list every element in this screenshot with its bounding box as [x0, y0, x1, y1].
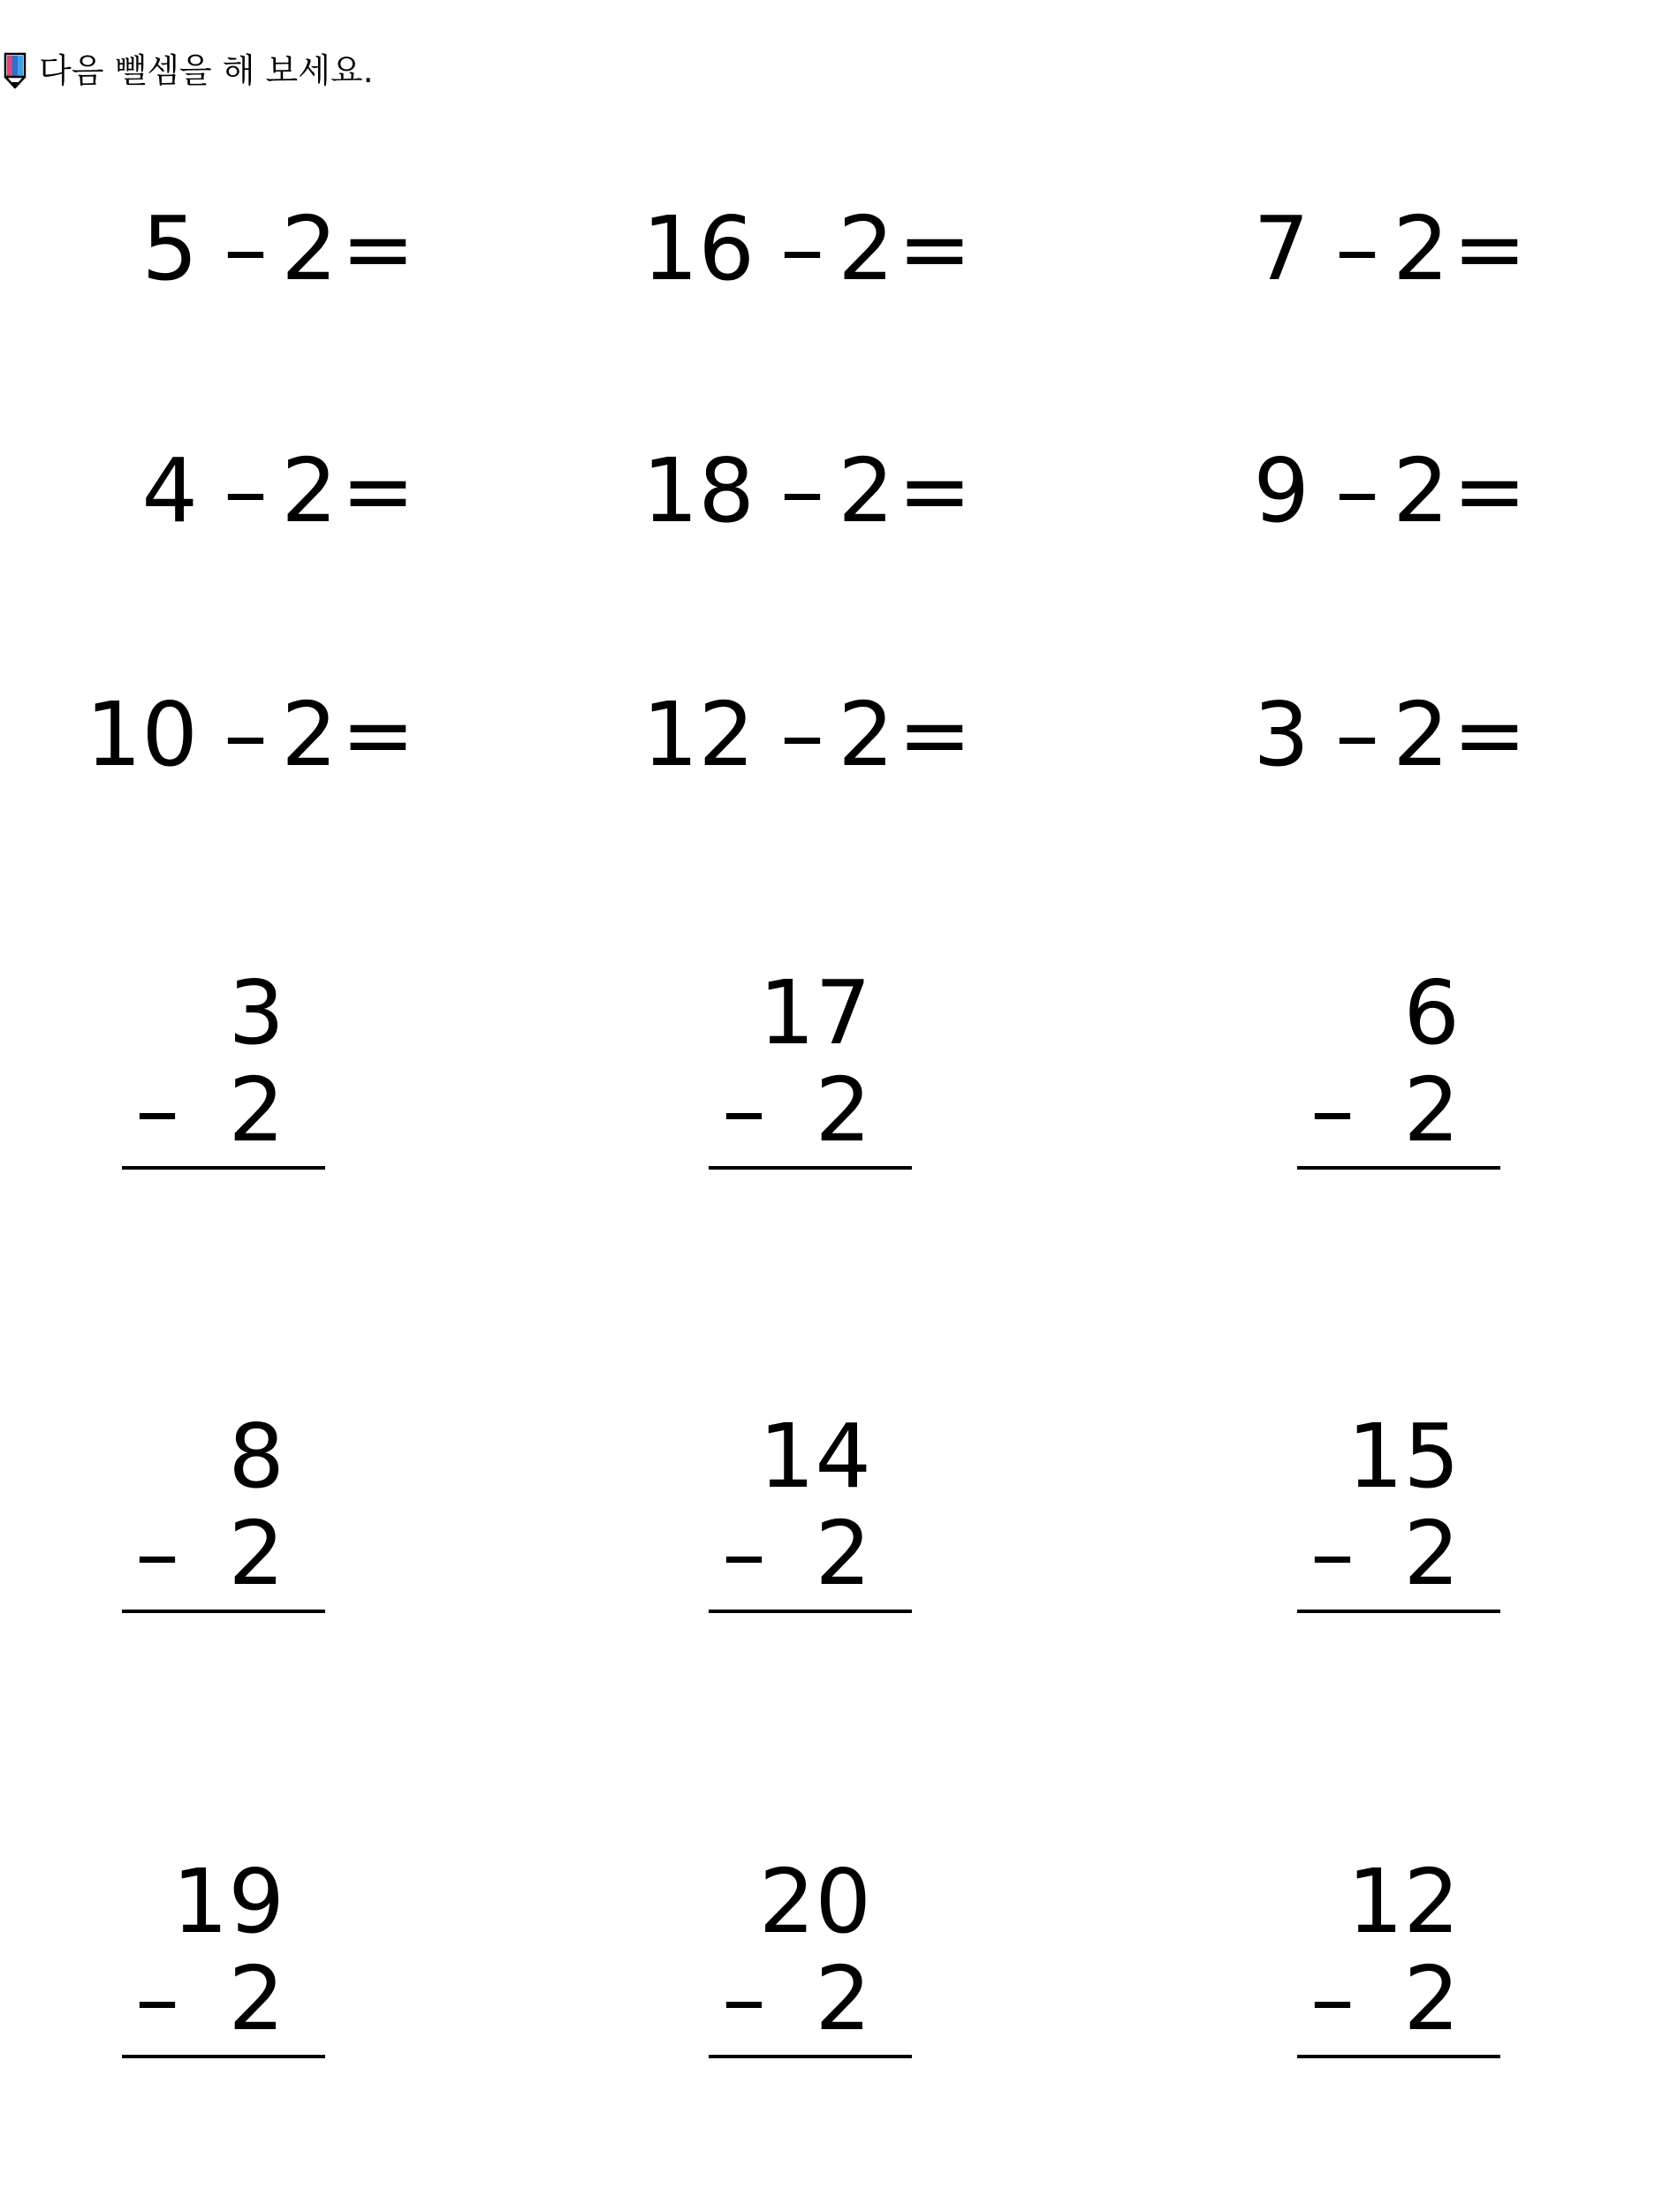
equals-sign: = [341, 683, 415, 786]
minus-sign: – [224, 683, 268, 786]
pencil-icon [4, 52, 27, 89]
horizontal-problem [1165, 682, 1527, 788]
subtrahend: 2 [1403, 1947, 1460, 2050]
horizontal-problem [53, 682, 415, 788]
answer-line [122, 1166, 325, 1170]
horizontal-problem [610, 682, 972, 788]
answer-line [709, 1166, 912, 1170]
answer-line [122, 1610, 325, 1613]
equals-sign: = [898, 439, 972, 542]
minuend: 3 [1253, 683, 1309, 786]
minuend: 3 [228, 961, 285, 1064]
horizontal-problem [53, 438, 415, 544]
minuend: 9 [1253, 439, 1309, 542]
vertical-problem [122, 1405, 334, 1620]
minus-sign: – [1310, 1058, 1355, 1162]
minus-sign: – [722, 1058, 766, 1162]
subtrahend: 2 [1403, 1058, 1460, 1162]
minuend: 4 [141, 439, 198, 542]
answer-line [1297, 1166, 1500, 1170]
subtrahend: 2 [815, 1058, 871, 1162]
minus-sign: – [1310, 1947, 1355, 2050]
vertical-problem [709, 1405, 921, 1620]
horizontal-problem [1165, 438, 1527, 544]
subtrahend: 2 [1403, 1502, 1460, 1605]
minus-sign: – [1310, 1502, 1355, 1605]
subtrahend: 2 [281, 439, 338, 542]
subtrahend: 2 [838, 197, 894, 300]
minuend: 10 [85, 683, 198, 786]
minus-sign: – [1335, 439, 1379, 542]
horizontal-row-2 [0, 438, 1670, 544]
answer-line [1297, 1610, 1500, 1613]
vertical-problem [122, 961, 334, 1177]
instruction [4, 49, 374, 92]
subtrahend: 2 [838, 683, 894, 786]
equals-sign: = [1453, 439, 1527, 542]
horizontal-problem [610, 196, 972, 302]
equals-sign: = [341, 197, 415, 300]
instruction-text: 다음 뺄셈을 해 보세요. [39, 51, 374, 90]
vertical-problem [1297, 1850, 1509, 2065]
minuend: 12 [1347, 1850, 1460, 1953]
subtrahend: 2 [1393, 439, 1449, 542]
answer-line [709, 2055, 912, 2058]
horizontal-row-1 [0, 196, 1670, 302]
answer-line [709, 1610, 912, 1613]
equals-sign: = [898, 683, 972, 786]
subtrahend: 2 [228, 1947, 285, 2050]
minuend: 18 [641, 439, 755, 542]
minuend: 14 [758, 1405, 871, 1508]
minuend: 20 [758, 1850, 871, 1953]
minuend: 16 [641, 197, 755, 300]
minuend: 8 [228, 1405, 285, 1508]
minus-sign: – [722, 1947, 766, 2050]
subtrahend: 2 [281, 197, 338, 300]
minus-sign: – [135, 1058, 179, 1162]
minuend: 7 [1253, 197, 1309, 300]
subtrahend: 2 [815, 1947, 871, 2050]
subtrahend: 2 [228, 1058, 285, 1162]
equals-sign: = [898, 197, 972, 300]
minus-sign: – [722, 1502, 766, 1605]
minus-sign: – [224, 439, 268, 542]
horizontal-problem [53, 196, 415, 302]
subtrahend: 2 [281, 683, 338, 786]
equals-sign: = [1453, 197, 1527, 300]
minus-sign: – [135, 1502, 179, 1605]
minuend: 17 [758, 961, 871, 1064]
vertical-problem [1297, 1405, 1509, 1620]
subtrahend: 2 [1393, 683, 1449, 786]
vertical-problem [1297, 961, 1509, 1177]
minuend: 12 [641, 683, 755, 786]
horizontal-row-3 [0, 682, 1670, 788]
horizontal-problem [610, 438, 972, 544]
minuend: 5 [141, 197, 198, 300]
minuend: 19 [171, 1850, 285, 1953]
vertical-problem [709, 1850, 921, 2065]
minus-sign: – [1335, 683, 1379, 786]
vertical-problem [122, 1850, 334, 2065]
minus-sign: – [780, 197, 824, 300]
subtrahend: 2 [815, 1502, 871, 1605]
subtrahend: 2 [1393, 197, 1449, 300]
subtrahend: 2 [228, 1502, 285, 1605]
minus-sign: – [1335, 197, 1379, 300]
minus-sign: – [224, 197, 268, 300]
minus-sign: – [135, 1947, 179, 2050]
answer-line [1297, 2055, 1500, 2058]
subtrahend: 2 [838, 439, 894, 542]
horizontal-problem [1165, 196, 1527, 302]
minuend: 6 [1403, 961, 1460, 1064]
minuend: 15 [1347, 1405, 1460, 1508]
minus-sign: – [780, 683, 824, 786]
answer-line [122, 2055, 325, 2058]
equals-sign: = [341, 439, 415, 542]
vertical-problem [709, 961, 921, 1177]
equals-sign: = [1453, 683, 1527, 786]
minus-sign: – [780, 439, 824, 542]
